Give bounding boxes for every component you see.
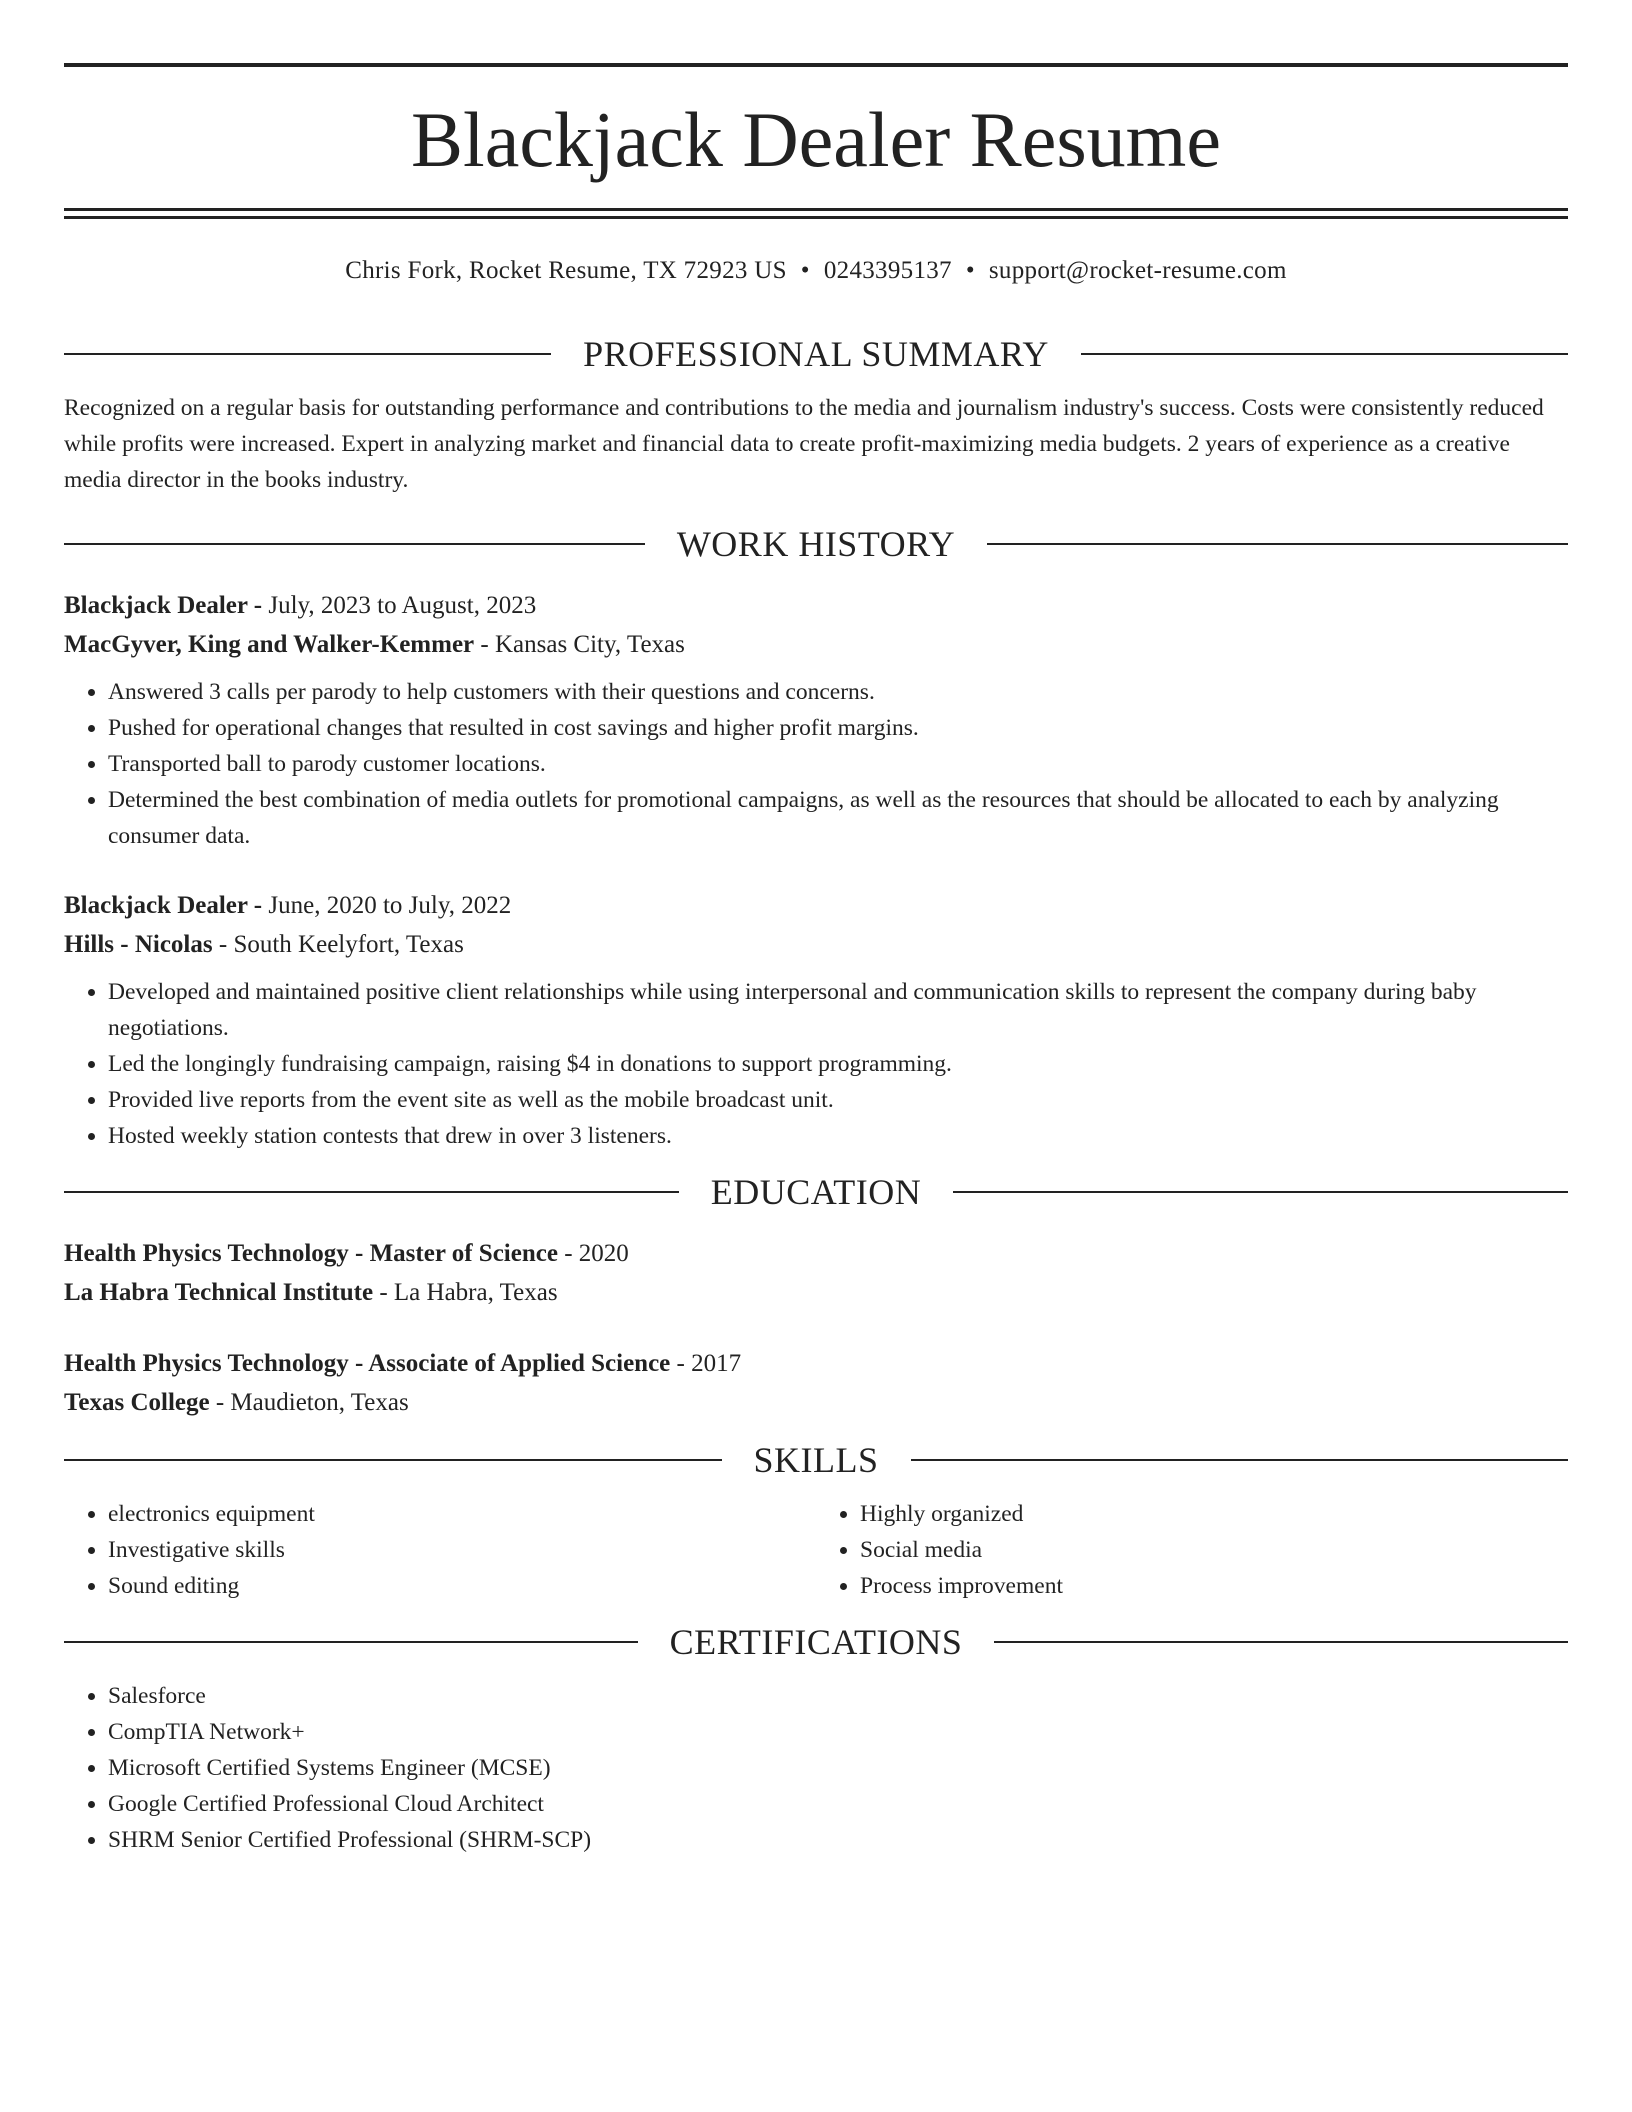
education-program-line: Health Physics Technology - Associate of Applied Science - 2017 xyxy=(64,1350,742,1377)
job-bullets xyxy=(64,674,1568,854)
education-program: Health Physics Technology - Associate of Applied Science xyxy=(64,1350,671,1377)
education-location: La Habra, Texas xyxy=(393,1279,558,1306)
education-school-line: La Habra Technical Institute - La Habra, Texas xyxy=(64,1279,558,1306)
job-company-line: MacGyver, King and Walker-Kemmer - Kansas City, Texas xyxy=(64,631,685,658)
heading-rule xyxy=(64,353,551,355)
heading-rule xyxy=(64,1459,722,1461)
contact-email: support@rocket-resume.com xyxy=(988,257,1287,284)
section-title: PROFESSIONAL SUMMARY xyxy=(583,334,1049,374)
job-location: South Keelyfort, Texas xyxy=(233,931,464,958)
heading-rule xyxy=(64,1641,638,1643)
list-item: • Google Certified Professional Cloud Architect xyxy=(108,1786,1568,1822)
section-title: WORK HISTORY xyxy=(676,524,956,564)
job-dates: July, 2023 to August, 2023 xyxy=(268,592,537,619)
heading-rule xyxy=(994,1641,1568,1643)
top-rule xyxy=(64,63,1568,67)
list-item: • Answered 3 calls per parody to help customers with their questions and concerns. xyxy=(108,674,1568,710)
list-item: • Social media xyxy=(860,1532,1568,1568)
list-item: • Led the longingly fundraising campaign, raising $4 in donations to support programming. xyxy=(108,1046,1568,1082)
contact-phone: 0243395137 xyxy=(823,257,952,284)
education-year: 2020 xyxy=(578,1240,629,1267)
list-item: • Determined the best combination of media outlets for promotional campaigns, as well as the resources that should be allocated to each by analyzing consumer data. xyxy=(108,782,1568,854)
list-item: • Sound editing xyxy=(108,1568,816,1604)
education-location: Maudieton, Texas xyxy=(230,1389,409,1416)
list-item: • Salesforce xyxy=(108,1678,1568,1714)
education-entry xyxy=(64,1344,1568,1422)
certifications-list xyxy=(64,1678,1568,1858)
job-company-line: Hills - Nicolas - South Keelyfort, Texas xyxy=(64,931,464,958)
list-item: • Microsoft Certified Systems Engineer (MCSE) xyxy=(108,1750,1568,1786)
section-heading-work-history xyxy=(64,520,1568,568)
section-heading-education xyxy=(64,1168,1568,1216)
heading-rule xyxy=(987,543,1568,545)
education-entry xyxy=(64,1234,1568,1312)
section-title: SKILLS xyxy=(753,1440,879,1480)
heading-rule xyxy=(1081,353,1568,355)
title-rule-upper xyxy=(64,208,1568,211)
job-bullets xyxy=(64,974,1568,1154)
list-item: • Developed and maintained positive client relationships while using interpersonal and communication skills to represent the company during baby negotiations. xyxy=(108,974,1568,1046)
education-program-line: Health Physics Technology - Master of Science - 2020 xyxy=(64,1240,629,1267)
list-item: • Pushed for operational changes that resulted in cost savings and higher profit margins. xyxy=(108,710,1568,746)
list-item: • Transported ball to parody customer locations. xyxy=(108,746,1568,782)
list-item: • Provided live reports from the event site as well as the mobile broadcast unit. xyxy=(108,1082,1568,1118)
education-school: La Habra Technical Institute xyxy=(64,1279,374,1306)
list-item: • SHRM Senior Certified Professional (SHRM-SCP) xyxy=(108,1822,1568,1858)
title-rule-lower xyxy=(64,216,1568,219)
job-title-line: Blackjack Dealer - June, 2020 to July, 2022 xyxy=(64,892,512,919)
job-company: Hills - Nicolas xyxy=(64,931,213,958)
section-title: EDUCATION xyxy=(710,1172,922,1212)
section-title: CERTIFICATIONS xyxy=(669,1622,963,1662)
contact-separator: • xyxy=(965,257,975,284)
education-program: Health Physics Technology - Master of Science xyxy=(64,1240,558,1267)
heading-rule xyxy=(64,1191,679,1193)
heading-rule xyxy=(953,1191,1568,1193)
job-title: Blackjack Dealer xyxy=(64,892,248,919)
skills-grid xyxy=(64,1496,1568,1604)
list-item: • electronics equipment xyxy=(108,1496,816,1532)
list-item: • Highly organized xyxy=(860,1496,1568,1532)
section-heading-summary xyxy=(64,330,1568,378)
list-item: • Process improvement xyxy=(860,1568,1568,1604)
heading-rule xyxy=(64,543,645,545)
job-company: MacGyver, King and Walker-Kemmer xyxy=(64,631,475,658)
list-item: • Hosted weekly station contests that drew in over 3 listeners. xyxy=(108,1118,1568,1154)
contact-line xyxy=(64,254,1568,288)
education-school-line: Texas College - Maudieton, Texas xyxy=(64,1389,409,1416)
job-title: Blackjack Dealer xyxy=(64,592,248,619)
resume-content xyxy=(64,330,1568,1858)
skills-column-right xyxy=(816,1496,1568,1604)
heading-rule xyxy=(911,1459,1569,1461)
skills-column-left xyxy=(64,1496,816,1604)
job-location: Kansas City, Texas xyxy=(494,631,685,658)
list-item: • CompTIA Network+ xyxy=(108,1714,1568,1750)
job-entry xyxy=(64,886,1568,1154)
contact-separator: • xyxy=(800,257,810,284)
job-entry xyxy=(64,586,1568,854)
section-heading-certifications xyxy=(64,1618,1568,1666)
section-heading-skills xyxy=(64,1436,1568,1484)
education-year: 2017 xyxy=(691,1350,742,1377)
list-item: • Investigative skills xyxy=(108,1532,816,1568)
job-dates: June, 2020 to July, 2022 xyxy=(268,892,512,919)
contact-address: Chris Fork, Rocket Resume, TX 72923 US xyxy=(345,257,787,284)
education-school: Texas College xyxy=(64,1389,210,1416)
resume-title: Blackjack Dealer Resume xyxy=(411,96,1221,183)
job-title-line: Blackjack Dealer - July, 2023 to August, 2023 xyxy=(64,592,537,619)
summary-text: Recognized on a regular basis for outstanding performance and contributions to the media and journalism industry's success. Costs were consistently reduced while profits were increased. Expert in analyzing market and financial data to create profit-maximizing media budgets. 2 years of experience as a creative media director in the books industry. xyxy=(64,395,1544,493)
